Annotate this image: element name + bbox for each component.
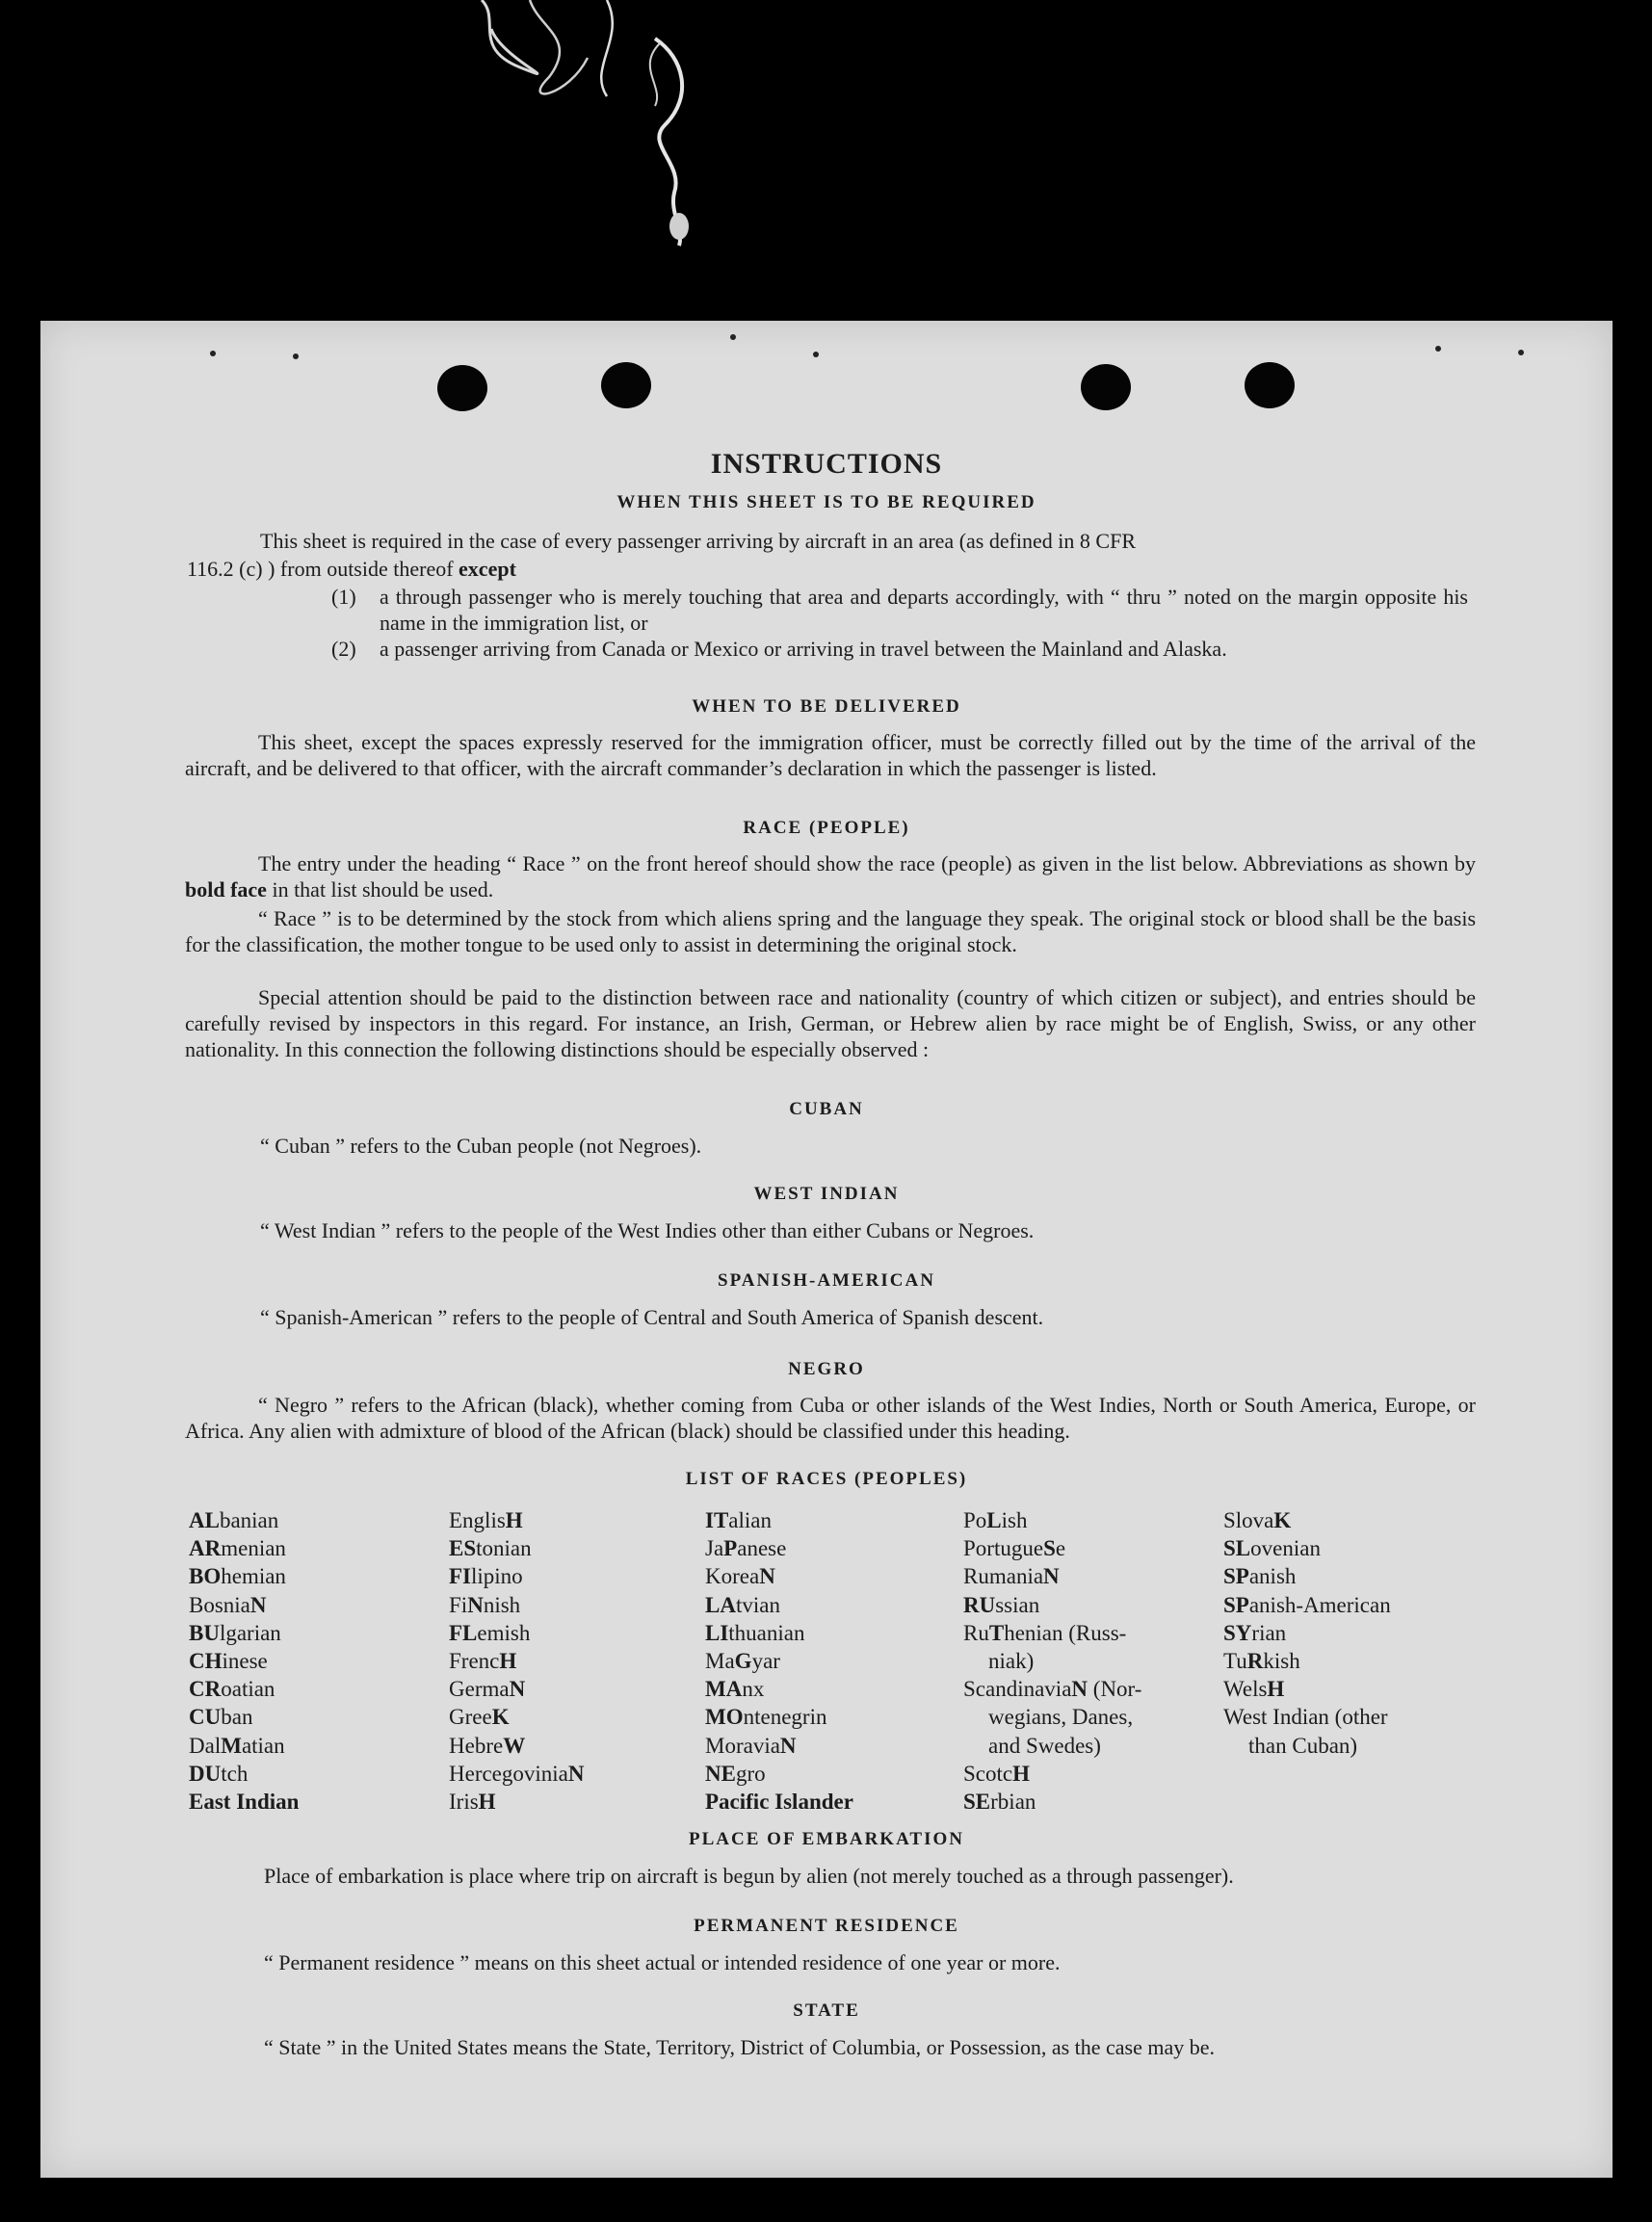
required-item-1 (331, 584, 1468, 636)
instruction-sheet (40, 321, 1613, 2178)
heading-permanent-residence: PERMANENT RESIDENCE (694, 1916, 959, 1936)
race-column-5 (1223, 1506, 1391, 1760)
spanish-american-text-body: “ Spanish-American ” refers to the people of Central and South America of Spanish descent. (260, 1305, 1044, 1329)
race-entry: East Indian (189, 1790, 300, 1815)
race-entry: MaGyar (705, 1649, 780, 1674)
race-column-2 (449, 1506, 585, 1816)
race-entry: PortugueSe (963, 1536, 1066, 1561)
item-number: (1) (331, 585, 356, 609)
race-entry: ALbanian (189, 1508, 279, 1532)
speck (210, 351, 216, 356)
race-entry: RuThenian (Russ- (963, 1620, 1127, 1645)
race-p1-after: in that list should be used. (272, 877, 494, 902)
race-entry: RumaniaN (963, 1564, 1060, 1589)
race-entry: LAtvian (705, 1592, 780, 1617)
race-entry: West Indian (other (1223, 1705, 1388, 1730)
race-entry: EnglisH (449, 1508, 523, 1532)
required-item-2 (331, 636, 1468, 662)
heading-list-of-races: LIST OF RACES (PEOPLES) (685, 1469, 968, 1489)
embarkation-text (191, 1862, 1489, 1890)
race-p2: “ Race ” is to be determined by the stock from which aliens spring and the language they speak. The original stock or blood shall be the basis for the classification, the mother tongue to be used only to assist in determining the original stock. (185, 906, 1476, 956)
race-entry: HebreW (449, 1733, 526, 1758)
race-entry: CUban (189, 1705, 253, 1730)
residence-text (191, 1948, 1489, 1976)
cuban-text (187, 1132, 1468, 1160)
speck (1435, 346, 1441, 352)
punch-hole (437, 365, 487, 411)
punch-hole (1081, 364, 1131, 410)
race-entry: BOhemian (189, 1564, 286, 1589)
race-entry: wegians, Danes, (988, 1705, 1134, 1730)
binding-string-image (462, 0, 771, 250)
delivered-text (185, 729, 1476, 781)
heading-race: RACE (PEOPLE) (743, 818, 910, 838)
race-p1-before: The entry under the heading “ Race ” on the front hereof should show the race (people) as given in the list below. Abbreviations as shown by (258, 851, 1476, 876)
race-entry: FIlipino (449, 1564, 523, 1589)
item-text: a passenger arriving from Canada or Mexico or arriving in travel between the Mainland and Alaska. (380, 637, 1227, 661)
race-entry: SPanish-American (1223, 1592, 1391, 1617)
race-entry: PoLish (963, 1508, 1028, 1532)
race-entry: GermaN (449, 1677, 526, 1702)
heading-delivered: WHEN TO BE DELIVERED (692, 696, 961, 717)
race-entry: SLovenian (1223, 1536, 1321, 1561)
speck (813, 352, 819, 357)
negro-text (185, 1392, 1476, 1444)
race-entry: ScotcH (963, 1761, 1030, 1786)
race-entry: RUssian (963, 1592, 1040, 1617)
race-entry: DalMatian (189, 1733, 285, 1758)
heading-west-indian: WEST INDIAN (753, 1184, 900, 1204)
race-entry: WelsH (1223, 1677, 1285, 1702)
heading-cuban: CUBAN (789, 1099, 864, 1119)
required-intro-bold: except (459, 557, 516, 581)
spanish-american-text (187, 1303, 1468, 1331)
race-entry: DUtch (189, 1761, 249, 1786)
race-entry: EStonian (449, 1536, 532, 1561)
page-title: INSTRUCTIONS (710, 448, 943, 480)
race-entry: BosniaN (189, 1592, 267, 1617)
embarkation-text-body: Place of embarkation is place where trip on aircraft is begun by alien (not merely touched as a through passenger). (264, 1864, 1234, 1888)
race-entry: and Swedes) (988, 1733, 1101, 1758)
heading-negro: NEGRO (788, 1359, 865, 1379)
race-entry: FrencH (449, 1649, 517, 1674)
race-para-2 (185, 905, 1476, 957)
residence-text-body: “ Permanent residence ” means on this sheet actual or intended residence of one year or more. (264, 1950, 1061, 1974)
race-entry: IrisH (449, 1790, 496, 1815)
race-entry: JaPanese (705, 1536, 787, 1561)
race-para-1 (185, 850, 1476, 902)
race-entry: KoreaN (705, 1564, 775, 1589)
race-entry: ITalian (705, 1508, 772, 1532)
race-entry: NEgro (705, 1761, 766, 1786)
race-entry: ARmenian (189, 1536, 286, 1561)
speck (293, 353, 299, 359)
race-column-3 (705, 1506, 853, 1816)
race-entry: MoraviaN (705, 1733, 797, 1758)
heading-embarkation: PLACE OF EMBARKATION (689, 1829, 964, 1849)
race-entry: SlovaK (1223, 1508, 1292, 1532)
race-entry: LIthuanian (705, 1620, 805, 1645)
west-indian-text-body: “ West Indian ” refers to the people of the West Indies other than either Cubans or Negroes. (260, 1218, 1035, 1242)
race-entry: ScandinaviaN (Nor- (963, 1677, 1142, 1702)
item-number: (2) (331, 637, 356, 661)
race-para-3 (185, 984, 1476, 1062)
race-entry: BUlgarian (189, 1620, 281, 1645)
race-entry: GreeK (449, 1705, 510, 1730)
heading-state: STATE (793, 2000, 860, 2021)
punch-hole (1245, 362, 1295, 408)
race-entry: TuRkish (1223, 1649, 1300, 1674)
race-entry: FLemish (449, 1620, 531, 1645)
item-text: a through passenger who is merely touching that area and departs accordingly, with “ thru ” noted on the margin opposite his name in the immigration list, or (380, 585, 1468, 635)
heading-spanish-american: SPANISH-AMERICAN (718, 1270, 935, 1291)
race-entry: SPanish (1223, 1564, 1297, 1589)
race-entry: HercegoviniaN (449, 1761, 585, 1786)
race-entry: than Cuban) (1248, 1733, 1358, 1758)
heading-required: WHEN THIS SHEET IS TO BE REQUIRED (616, 492, 1036, 512)
negro-text-body: “ Negro ” refers to the African (black), whether coming from Cuba or other islands of the West Indies, North or South America, Europe, or Africa. Any alien with admixture of blood of the African (black) should be classified under this heading. (185, 1393, 1476, 1443)
race-entry: MOntenegrin (705, 1705, 827, 1730)
delivered-text-body: This sheet, except the spaces expressly reserved for the immigration officer, must be correctly filled out by the time of the arrival of the aircraft, and be delivered to that officer, with the aircraft commander’s declaration in which the passenger is listed. (185, 730, 1476, 780)
punch-hole (601, 362, 651, 408)
race-column-1 (189, 1506, 299, 1816)
speck (730, 334, 736, 340)
race-entry: SYrian (1223, 1620, 1287, 1645)
race-entry: MAnx (705, 1677, 765, 1702)
state-text (191, 2033, 1489, 2061)
race-entry: FiNnish (449, 1592, 521, 1617)
west-indian-text (187, 1216, 1468, 1244)
race-p1-bold: bold face (185, 877, 267, 902)
race-entry: CRoatian (189, 1677, 275, 1702)
cuban-text-body: “ Cuban ” refers to the Cuban people (not Negroes). (260, 1134, 702, 1158)
required-intro (187, 527, 1468, 583)
speck (1518, 350, 1524, 355)
race-entry: CHinese (189, 1649, 268, 1674)
race-entry: Pacific Islander (705, 1790, 853, 1815)
state-text-body: “ State ” in the United States means the State, Territory, District of Columbia, or Possession, as the case may be. (264, 2035, 1216, 2059)
race-column-4 (963, 1506, 1141, 1816)
race-entry: SErbian (963, 1790, 1036, 1815)
required-intro-line2: 116.2 (c) ) from outside thereof (187, 557, 454, 581)
required-intro-line1: This sheet is required in the case of every passenger arriving by aircraft in an area (as defined in 8 CFR (260, 529, 1137, 553)
race-p3: Special attention should be paid to the distinction between race and nationality (country of which citizen or subject), and entries should be carefully revised by inspectors in this regard. For instance, an Irish, German, or Hebrew alien by race might be of English, Swiss, or any other nationality. In this connection the following distinctions should be especially observed : (185, 985, 1476, 1061)
race-entry: niak) (988, 1649, 1035, 1674)
